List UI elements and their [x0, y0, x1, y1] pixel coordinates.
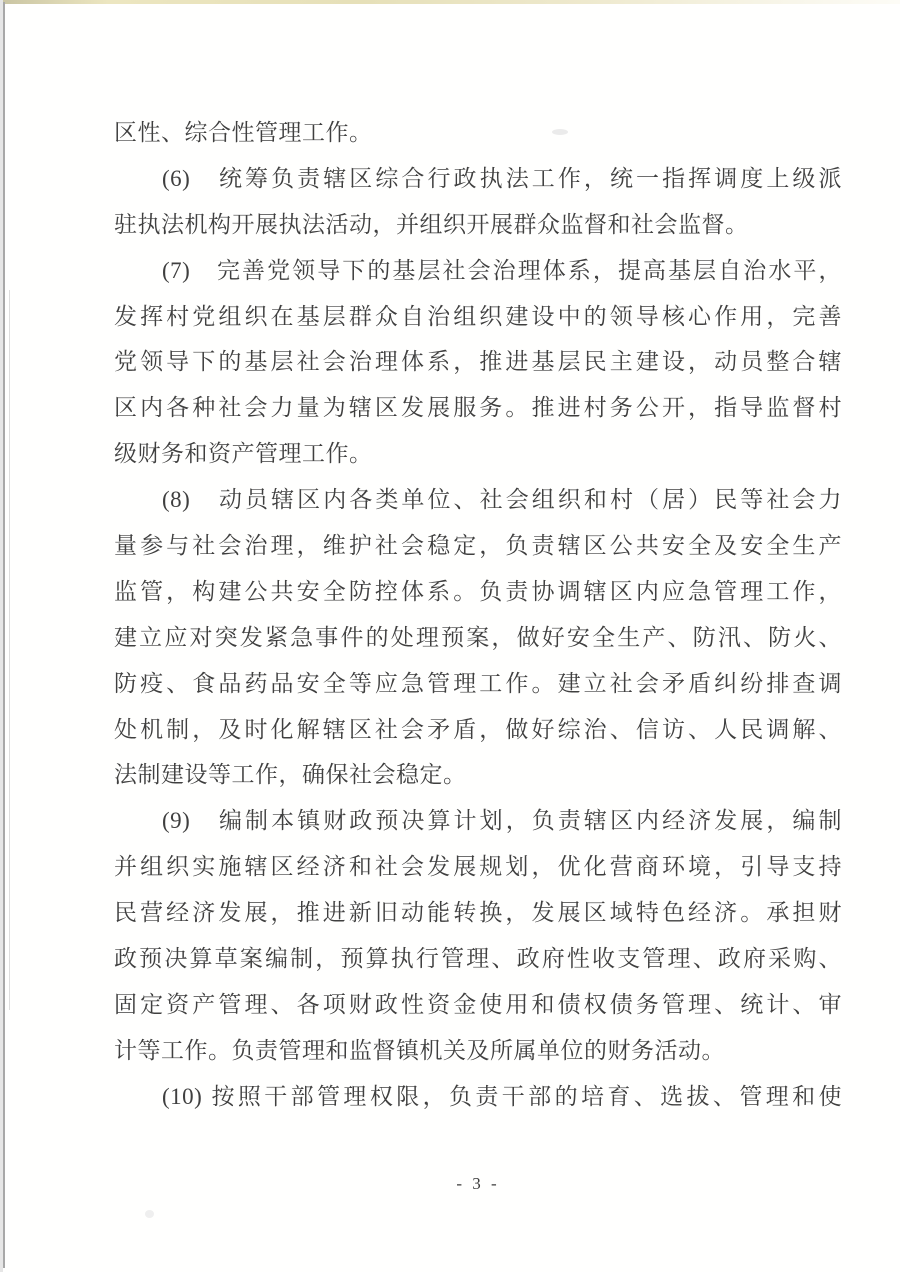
scan-edge-left-line [3, 2, 5, 1268]
item-8-line: 防疫、食品药品安全等应急管理工作。建立社会矛盾纠纷排查调 [114, 670, 842, 696]
item-8-line: 法制建设等工作，确保社会稳定。 [114, 762, 467, 788]
item-9-line: 民营经济发展，推进新旧动能转换，发展区域特色经济。承担财 [114, 900, 842, 926]
scan-smudge [145, 1210, 154, 1218]
item-7-line: (7) 完善党领导下的基层社会治理体系，提高基层自治水平， [162, 257, 842, 283]
page-number: - 3 - [456, 1174, 500, 1193]
scan-edge-left-faint [9, 290, 10, 1010]
item-8-line: 监管，构建公共安全防控体系。负责协调辖区内应急管理工作， [114, 578, 842, 604]
item-8-line: 建立应对突发紧急事件的处理预案，做好安全生产、防汛、防火、 [114, 624, 842, 650]
item-7-line: 党领导下的基层社会治理体系，推进基层民主建设，动员整合辖 [114, 349, 842, 375]
paragraph-continuation-line: 区性、综合性管理工作。 [114, 120, 373, 145]
scan-edge-top [0, 0, 900, 4]
document-body [114, 110, 842, 1120]
item-7-line: 级财务和资产管理工作。 [114, 441, 373, 467]
item-9-line: 固定资产管理、各项财政性资金使用和债权债务管理、统计、审 [114, 991, 842, 1017]
item-9-line: 政预决算草案编制，预算执行管理、政府性收支管理、政府采购、 [114, 946, 842, 972]
item-7-line: 发挥村党组织在基层群众自治组织建设中的领导核心作用，完善 [114, 303, 842, 329]
item-10-line: (10) 按照干部管理权限，负责干部的培育、选拔、管理和使 [162, 1083, 842, 1109]
item-7-line: 区内各种社会力量为辖区发展服务。推进村务公开，指导监督村 [114, 395, 842, 421]
item-8-line: (8) 动员辖区内各类单位、社会组织和村（居）民等社会力 [162, 487, 842, 513]
item-6-line: 驻执法机构开展执法活动，并组织开展群众监督和社会监督。 [114, 211, 749, 237]
item-8-line: 量参与社会治理，维护社会稳定，负责辖区公共安全及安全生产 [114, 533, 842, 559]
item-8-line: 处机制，及时化解辖区社会矛盾，做好综治、信访、人民调解、 [114, 716, 842, 742]
item-9-line: (9) 编制本镇财政预决算计划，负责辖区内经济发展，编制 [162, 808, 842, 834]
item-9-line: 并组织实施辖区经济和社会发展规划，优化营商环境，引导支持 [114, 854, 842, 880]
item-9-line: 计等工作。负责管理和监督镇机关及所属单位的财务活动。 [114, 1037, 725, 1063]
item-6-line: (6) 统筹负责辖区综合行政执法工作，统一指挥调度上级派 [162, 165, 842, 191]
